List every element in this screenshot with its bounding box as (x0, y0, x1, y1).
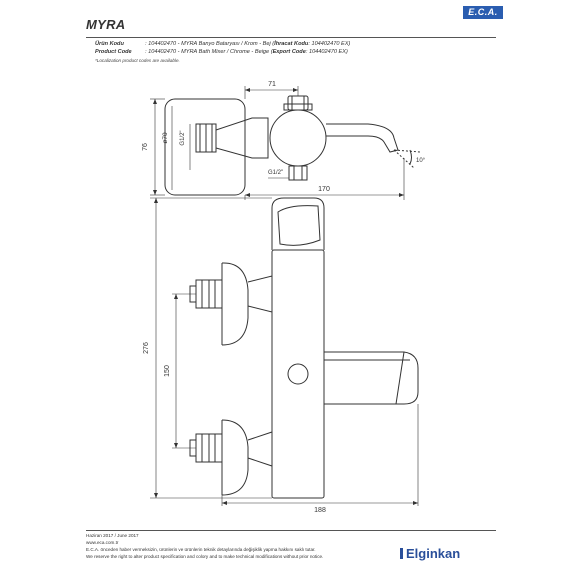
wall-plate-top-view (165, 99, 245, 195)
dim-label-188: 188 (314, 507, 326, 514)
upper-wall-plate-front (222, 263, 248, 345)
diverter-button (288, 364, 308, 384)
dim-label-76: 76 (142, 143, 149, 151)
export-code-tr-value: : 104402470 EX) (308, 41, 351, 47)
product-code-en-label: Product Code (95, 49, 132, 55)
export-code-en-value: : 104402470 EX) (305, 49, 348, 55)
eca-logo: E.C.A. (463, 6, 503, 19)
footer-disclaimer-en: We reserve the right to alter product specification and colory and to make technical modifications without prior notice. (86, 554, 324, 559)
spout-top-view (326, 124, 398, 152)
dim-label-170: 170 (318, 186, 330, 193)
export-code-tr-label: İhracat Kodu (274, 41, 309, 47)
dim-label-g12-left: G1/2" (180, 130, 186, 146)
export-code-en-label: Export Code (272, 49, 306, 55)
inlet-arm-top-view (216, 118, 268, 158)
product-code-tr-label: Ürün Kodu (95, 41, 124, 47)
elginkan-mark-icon (400, 548, 403, 559)
product-code-en-value: : 104402470 - MYRA Bath Mixer / Chrome - Beige ( (145, 49, 273, 55)
lower-wall-plate-front (222, 420, 248, 495)
footer-url[interactable]: www.eca.com.tr (86, 540, 119, 545)
upper-arm-front (248, 276, 272, 312)
dim-label-angle: 10° (416, 158, 426, 164)
dim-label-71: 71 (268, 81, 276, 88)
dim-label-70: ø70 (162, 132, 169, 144)
dim-label-150: 150 (164, 365, 171, 377)
mixer-body-top-view (270, 110, 326, 166)
footer-disclaimer-tr: E.C.A. önceden haber vermeksizin, ürünlerin ve ürünlerin teknik detaylarında değişiklik yapma hakkını saklı tutar. (86, 547, 316, 552)
dim-label-276: 276 (143, 342, 150, 354)
product-code-tr-value: : 104402470 - MYRA Banyo Bataryası / Krom - Bej ( (145, 41, 275, 47)
bottom-connector-top-view (289, 166, 307, 180)
elginkan-brand-text: Elginkan (406, 546, 461, 561)
footer-date: Haziran 2017 / June 2017 (86, 533, 139, 538)
dim-label-g12-bottom: G1/2" (268, 170, 284, 176)
handle-knob-top-view (288, 96, 308, 110)
footer-divider (86, 530, 496, 531)
page-title: MYRA (86, 17, 126, 32)
lower-arm-front (248, 432, 272, 466)
elginkan-logo (400, 546, 460, 561)
mixer-body-front (272, 250, 324, 498)
localization-note: *Localization product codes are available. (95, 58, 180, 63)
